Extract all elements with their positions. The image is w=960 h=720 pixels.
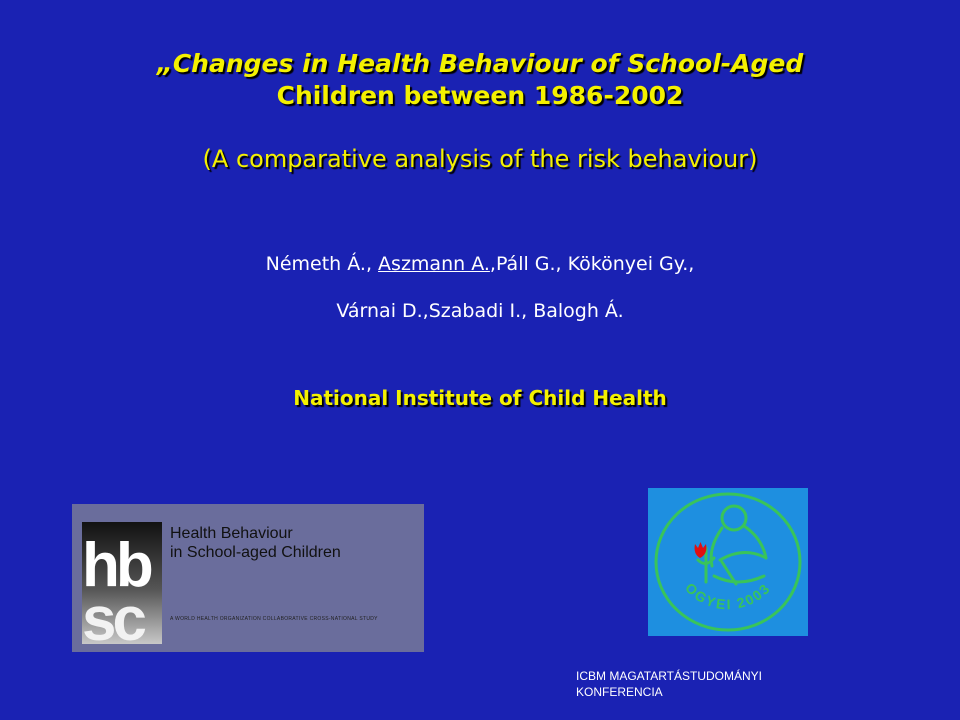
svg-text:OGYEI 2003: [682, 579, 774, 612]
ogyei-logo: [648, 488, 808, 636]
conference-line-1: ICBM MAGATARTÁSTUDOMÁNYI: [576, 669, 763, 683]
conference-line-2: KONFERENCIA: [576, 685, 663, 699]
slide-title: [60, 48, 900, 112]
hbsc-title-line-1: Health Behaviour: [170, 525, 293, 542]
ogyei-arc-text: OGYEI 2003: [682, 579, 774, 613]
conference-label: [576, 668, 856, 700]
mother-child-icon: [698, 506, 766, 584]
hbsc-monogram-top: hb: [82, 531, 150, 600]
slide-subtitle: (A comparative analysis of the risk behaviour): [202, 145, 758, 173]
authors-rest: ,Páll G., Kökönyei Gy.,: [489, 253, 695, 275]
hbsc-title: [170, 524, 341, 562]
hbsc-title-line-2: in School-aged Children: [170, 544, 341, 561]
authors-line-2: Várnai D.,Szabadi I., Balogh Á.: [336, 300, 624, 322]
title-line-2: Children between 1986-2002: [276, 81, 684, 110]
hbsc-monogram-bottom: sc: [82, 585, 143, 644]
authors-line-1: [60, 250, 900, 278]
title-line-1: „Changes in Health Behaviour of School-Aged: [156, 49, 804, 78]
ogyei-emblem: [648, 488, 808, 636]
institute-name: National Institute of Child Health: [293, 386, 667, 410]
hbsc-monogram: [82, 522, 162, 644]
hbsc-logo: [72, 504, 424, 652]
author-nemeth: Németh Á.,: [265, 253, 379, 275]
hbsc-tagline: A WORLD HEALTH ORGANIZATION COLLABORATIVE CROSS-NATIONAL STUDY: [170, 616, 378, 622]
author-aszmann-presenter: Aszmann A.: [378, 253, 490, 275]
